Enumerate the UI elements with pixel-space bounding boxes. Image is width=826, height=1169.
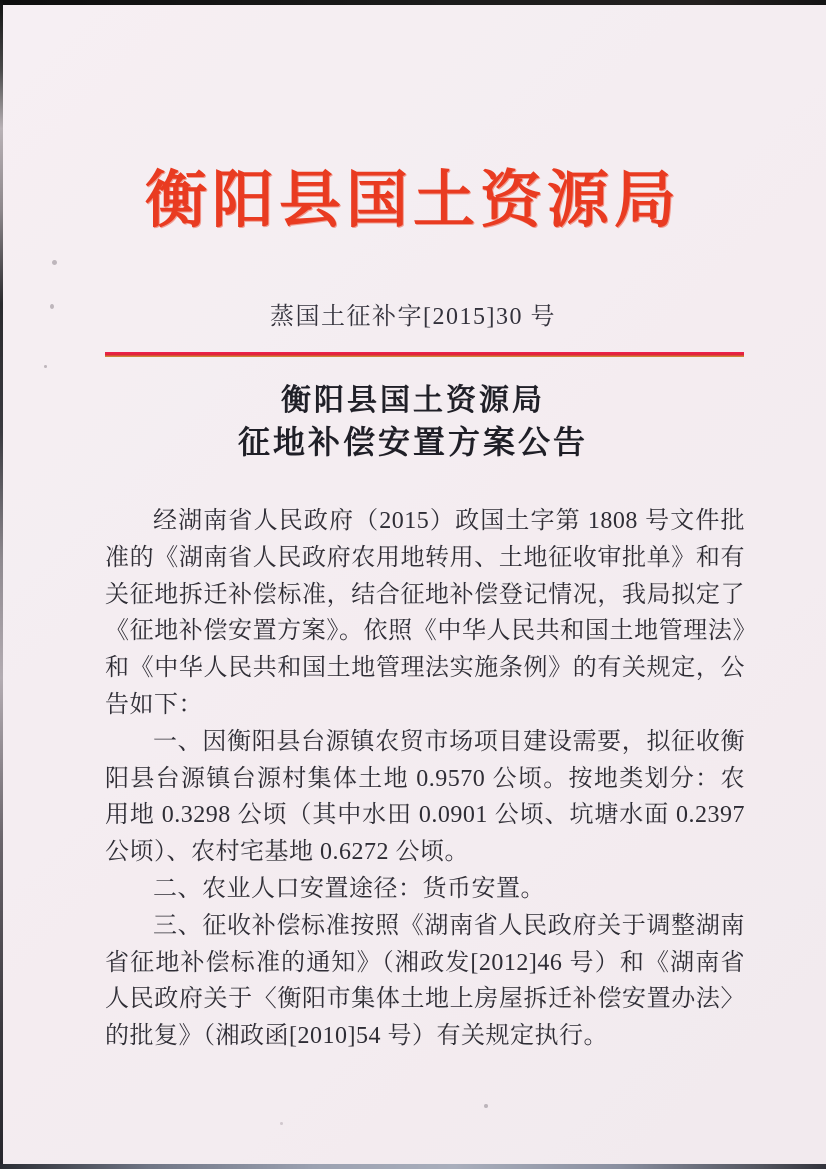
scan-speck: [484, 1104, 488, 1108]
announcement-title-line1: 衡阳县国土资源局: [281, 384, 545, 417]
paragraph-item-2-resettlement: 二、农业人口安置途径：货币安置。: [153, 875, 545, 902]
scan-speck: [52, 260, 57, 265]
scan-edge-bottom: [0, 1164, 826, 1169]
paragraph-intro: 经湖南省人民政府（2015）政国土字第 1808 号文件批准的《湖南省人民政府农用地转用、土地征收审批单》和有关征地拆迁补偿标准，结合征地补偿登记情况，我局拟定了《征地补偿安置方案》。依照《中华人民共和国土地管理法》和《中华人民共和国土地管理法实施条例》的有关规定，公告如下：: [105, 508, 745, 718]
scan-speck: [280, 1122, 283, 1125]
announcement-body: [105, 503, 745, 1055]
agency-masthead: 衡阳县国土资源局: [144, 167, 681, 235]
document-reference-number: 蒸国土征补字[2015]30 号: [270, 304, 556, 330]
scan-speck: [50, 304, 54, 309]
red-divider-rule: [105, 352, 744, 357]
scan-edge-left: [0, 0, 3, 1169]
paragraph-item-1-land-area: 一、因衡阳县台源镇农贸市场项目建设需要，拟征收衡阳县台源镇台源村集体土地 0.9570 公顷。按地类划分：农用地 0.3298 公顷（其中水田 0.0901 公顷、坑塘水面 0.2397 公顷）、农村宅基地 0.6272 公顷。: [105, 728, 745, 866]
announcement-title: [0, 382, 826, 462]
announcement-title-line2: 征地补偿安置方案公告: [237, 424, 588, 460]
scan-edge-top: [0, 0, 826, 5]
scan-speck: [44, 365, 47, 368]
paragraph-item-3-compensation-standard: 三、征收补偿标准按照《湖南省人民政府关于调整湖南省征地补偿标准的通知》（湘政发[2012]46 号）和《湖南省人民政府关于〈衡阳市集体土地上房屋拆迁补偿安置办法〉的批复》（湘政函[2010]54 号）有关规定执行。: [105, 912, 745, 1050]
